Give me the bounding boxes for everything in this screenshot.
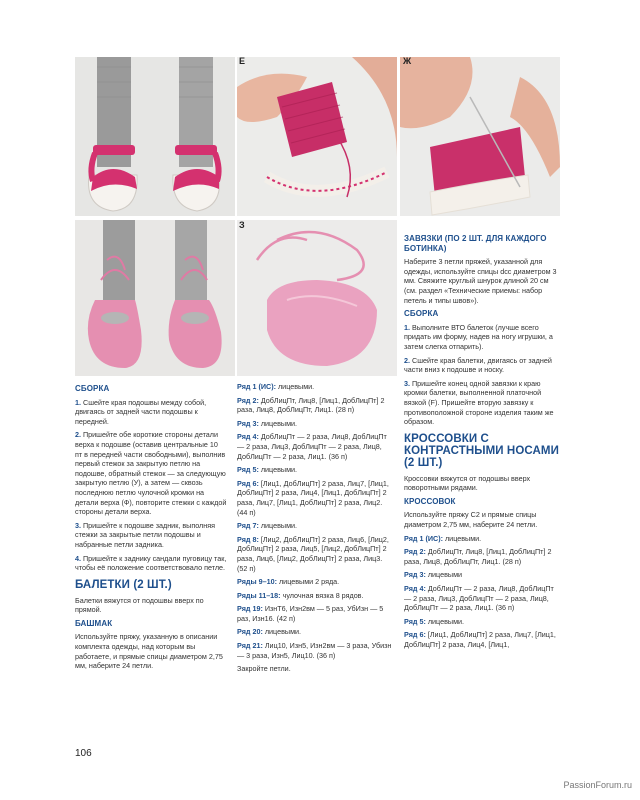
sneakers-intro: Кроссовки вяжутся от подошвы вверх поворотными рядами. xyxy=(404,473,531,493)
row-line: Ряд 6: [Лиц1, ДобЛицПт] 2 раза, Лиц7, [Лиц1, ДобЛицПт] 2 раза, Лиц4, [Лиц1, ДобЛицПт] 2 раза, Лиц7, [Лиц1, ДобЛицПт] 2 раза, Лиц2. (44 п) xyxy=(237,478,389,517)
photo-zh xyxy=(400,57,560,216)
row-line: Ряд 21: Лиц10, Изн5, Изн2вм — 3 раза, Убизн — 3 раза, Изн5, Лиц10. (36 п) xyxy=(237,641,392,660)
ties-text: Наберите 3 петли пряжей, указанной для одежды, используйте спицы dcc диаметром 3 мм. Свяжите круглый шнурок длиной 20 см (см. раздел «Технические приемы: набор петель и типы швов»). xyxy=(404,257,557,305)
row-line: Ряд 8: [Лиц2, ДобЛицПт] 2 раза, Лиц6, [Лиц2, ДобЛицПт] 2 раза, Лиц5, [Лиц2, ДобЛицПт] 2 раза, Лиц6, [Лиц2, ДобЛицПт] 2 раза, Лиц3. (52 п) xyxy=(237,534,389,573)
photo-sandals xyxy=(75,57,235,216)
heading-sneakers: КРОССОВКИ С КОНТРАСТНЫМИ НОСАМИ (2 ШТ.) xyxy=(404,432,559,469)
heading-ballet-flats: БАЛЕТКИ (2 ШТ.) xyxy=(75,578,172,591)
heading-sneaker: КРОССОВОК xyxy=(404,496,456,506)
assembly-step-1: 1. Выполните ВТО балеток (лучше всего придать им форму, надев на ногу игрушки, а затем слегка отпарить). xyxy=(404,322,553,351)
row-line: Ряд 1 (ИС): лицевыми. xyxy=(237,382,315,391)
photo-ballet-shoes xyxy=(75,220,235,376)
ballet-shoe-flat-illustration xyxy=(237,220,397,376)
row-line: Ряд 4: ДобЛицПт — 2 раза, Лиц8, ДобЛицПт — 2 раза, Лиц3, ДобЛицПт — 2 раза, Лиц8, ДобЛицПт — 2 раза, Лиц1. (36 п) xyxy=(404,584,554,613)
sneaker-intro: Используйте пряжу C2 и прямые спицы диаметром 2,75 мм, наберите 24 петли. xyxy=(404,510,538,530)
watermark: PassionForum.ru xyxy=(563,780,632,790)
photo-z xyxy=(237,220,397,376)
row-line: Ряд 19: ИзнТ6, Изн2вм — 5 раз, УбИзн — 5 раз, Изн16. (42 п) xyxy=(237,604,384,623)
assembly-step-2: 2. Сшейте края балетки, двигаясь от задней части вниз к подошве и носку. xyxy=(404,355,552,375)
row-line: Ряд 1 (ИС): лицевыми. xyxy=(404,533,482,543)
photo-label-e: Е xyxy=(239,56,246,66)
step-1: 1. Сшейте края подошвы между собой, двигаясь от задней части подошвы к передней. xyxy=(75,397,207,426)
sewing-illustration-zh xyxy=(400,57,560,216)
sandals-illustration xyxy=(75,57,235,216)
row-line: Ряд 2: ДобЛицПт, Лиц8, [Лиц1, ДобЛицПт] 2 раза, Лиц8, ДобЛицПт, Лиц1. (28 п) xyxy=(404,547,552,566)
row-line: Ряд 2: ДобЛицПт, Лиц8, [Лиц1, ДобЛицПт] 2 раза, Лиц8, ДобЛицПт, Лиц1. (28 п) xyxy=(237,395,385,415)
step-3: 3. Пришейте к подошве задник, выполняя стежки за закрытые петли подошвы и набранные петли задника. xyxy=(75,520,215,549)
heading-assembly: СБОРКА xyxy=(75,384,110,393)
sewing-illustration-e xyxy=(237,57,397,216)
middle-column xyxy=(237,382,392,678)
row-line: Ряд 5: лицевыми. xyxy=(237,465,298,475)
photo-e xyxy=(237,57,397,216)
left-column xyxy=(75,382,227,675)
row-line: Ряд 20: лицевыми. xyxy=(237,627,302,637)
ballet-intro: Балетки вяжутся от подошвы вверх по прямой. xyxy=(75,595,204,615)
row-line: Ряды 11–18: чулочная вязка 8 рядов. xyxy=(237,590,364,600)
row-line: Ряд 6: [Лиц1, ДобЛицПт] 2 раза, Лиц7, [Лиц1, ДобЛицПт] 2 раза, Лиц4, [Лиц1, xyxy=(404,630,556,649)
heading-shoe: БАШМАК xyxy=(75,618,113,628)
row-line: Ряд 5: лицевыми. xyxy=(404,616,465,626)
photo-label-zh: Ж xyxy=(403,56,412,66)
row-line: Ряд 7: лицевыми. xyxy=(237,521,298,531)
page-number: 106 xyxy=(75,748,92,759)
row-line: Ряд 4: ДобЛицПт — 2 раза, Лиц8, ДобЛицПт — 2 раза, Лиц3, ДобЛицПт — 2 раза, Лиц8, ДобЛицПт — 2 раза, Лиц1. (36 п) xyxy=(237,432,387,461)
row-line: Ряды 9–10: лицевыми 2 ряда. xyxy=(237,577,340,587)
shoe-intro: Используйте пряжу, указанную в описании комплекта одежды, над которым вы работаете, и прямые спицы диаметром 2,75 мм, наберите 24 петли. xyxy=(75,632,223,671)
right-column xyxy=(404,232,560,654)
row-line: Ряд 3: лицевыми. xyxy=(237,418,298,428)
heading-assembly-2: СБОРКА xyxy=(404,309,439,319)
heading-ties: ЗАВЯЗКИ (ПО 2 ШТ. ДЛЯ КАЖДОГО БОТИНКА) xyxy=(404,234,547,253)
photo-label-z: З xyxy=(239,220,245,230)
bind-off-text: Закройте петли. xyxy=(237,664,291,674)
step-4: 4. Пришейте к заднику сандали пуговицу так, чтобы её положение соответствовало петле. xyxy=(75,553,227,573)
assembly-step-3: 3. Пришейте конец одной завязки к краю кромки балетки, выполненной платочной вязкой (F). Пришейте вторую завязку к противоположной стороне изделия таким же образом. xyxy=(404,378,554,427)
ballet-shoes-illustration xyxy=(75,220,235,376)
row-line: Ряд 3: лицевыми xyxy=(404,570,463,580)
step-2: 2. Пришейте обе короткие стороны детали верха к подошве (оставив центральные 10 пт в передней части свободными), выполнив первый стежок за закрытую петлю на подошве, обратный стежок — за следующую закрытую петлю (У), а затем — сквозь последнюю петлю чулочной кромки на детали верха (Ф), повторите стежки с каждой стороны детали верха. xyxy=(75,430,227,517)
